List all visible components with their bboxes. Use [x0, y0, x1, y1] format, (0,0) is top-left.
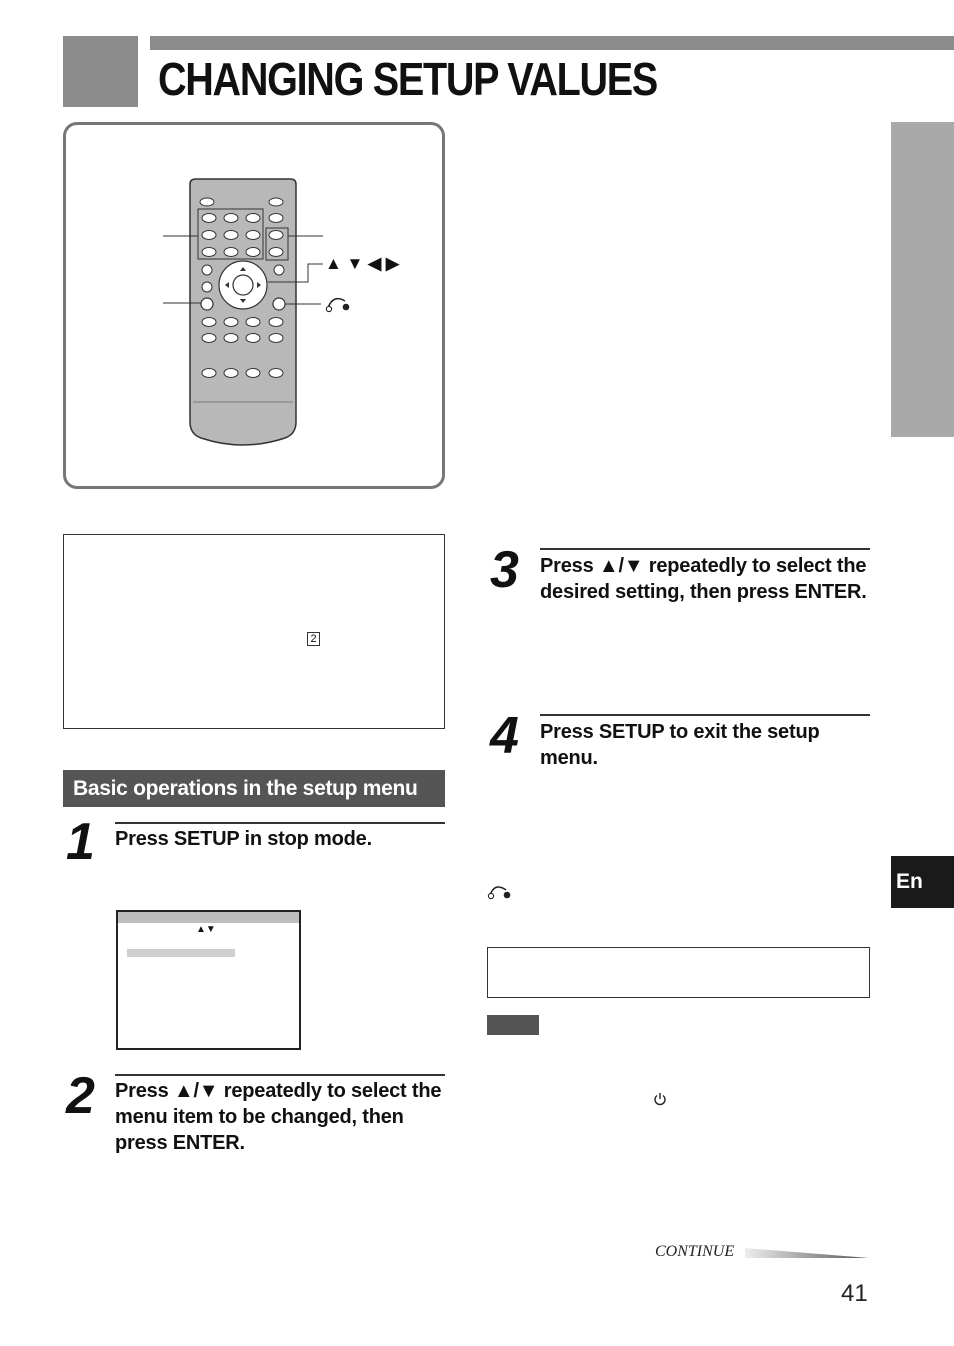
page-number: 41 — [841, 1280, 868, 1307]
section-header: Basic operations in the setup menu — [63, 770, 445, 807]
step-2-rule — [115, 1074, 445, 1076]
step-2-text: Press ▲/▼ repeatedly to select the menu item to be changed, then press ENTER. — [115, 1080, 442, 1154]
continue-arrow-icon — [745, 1245, 871, 1261]
note-tag — [487, 1015, 539, 1035]
header-bar — [150, 36, 954, 50]
step-3-text: Press ▲/▼ repeatedly to select the desired setting, then press ENTER. — [540, 555, 867, 603]
step-3-number: 3 — [490, 541, 517, 599]
menu-screen-arrows: ▲▼ — [196, 924, 216, 935]
step-1-number: 1 — [66, 813, 93, 871]
remote-control-icon — [63, 122, 445, 489]
arrow-keys-label: ▲ ▼ ◀ ▶ — [325, 254, 399, 273]
notice-box — [487, 947, 870, 998]
return-icon — [487, 884, 515, 902]
step-4-text: Press SETUP to exit the setup menu. — [540, 721, 820, 769]
step-2-number: 2 — [66, 1067, 93, 1125]
step-1-rule — [115, 822, 445, 824]
side-tab — [891, 122, 954, 437]
language-tab: En — [891, 856, 954, 908]
power-icon — [653, 1092, 667, 1106]
return-icon — [326, 299, 349, 312]
menu-screen-highlight — [127, 949, 235, 957]
reference-number: 2 — [307, 632, 320, 646]
step-3-rule — [540, 548, 870, 550]
step-4-number: 4 — [490, 707, 517, 765]
step-1-text: Press SETUP in stop mode. — [115, 828, 372, 850]
menu-screen-title-bar — [118, 912, 299, 923]
header-block — [63, 36, 138, 107]
continue-label: CONTINUE — [655, 1243, 735, 1260]
step-4-rule — [540, 714, 870, 716]
info-box — [63, 534, 445, 729]
page-title: CHANGING SETUP VALUES — [158, 53, 657, 105]
